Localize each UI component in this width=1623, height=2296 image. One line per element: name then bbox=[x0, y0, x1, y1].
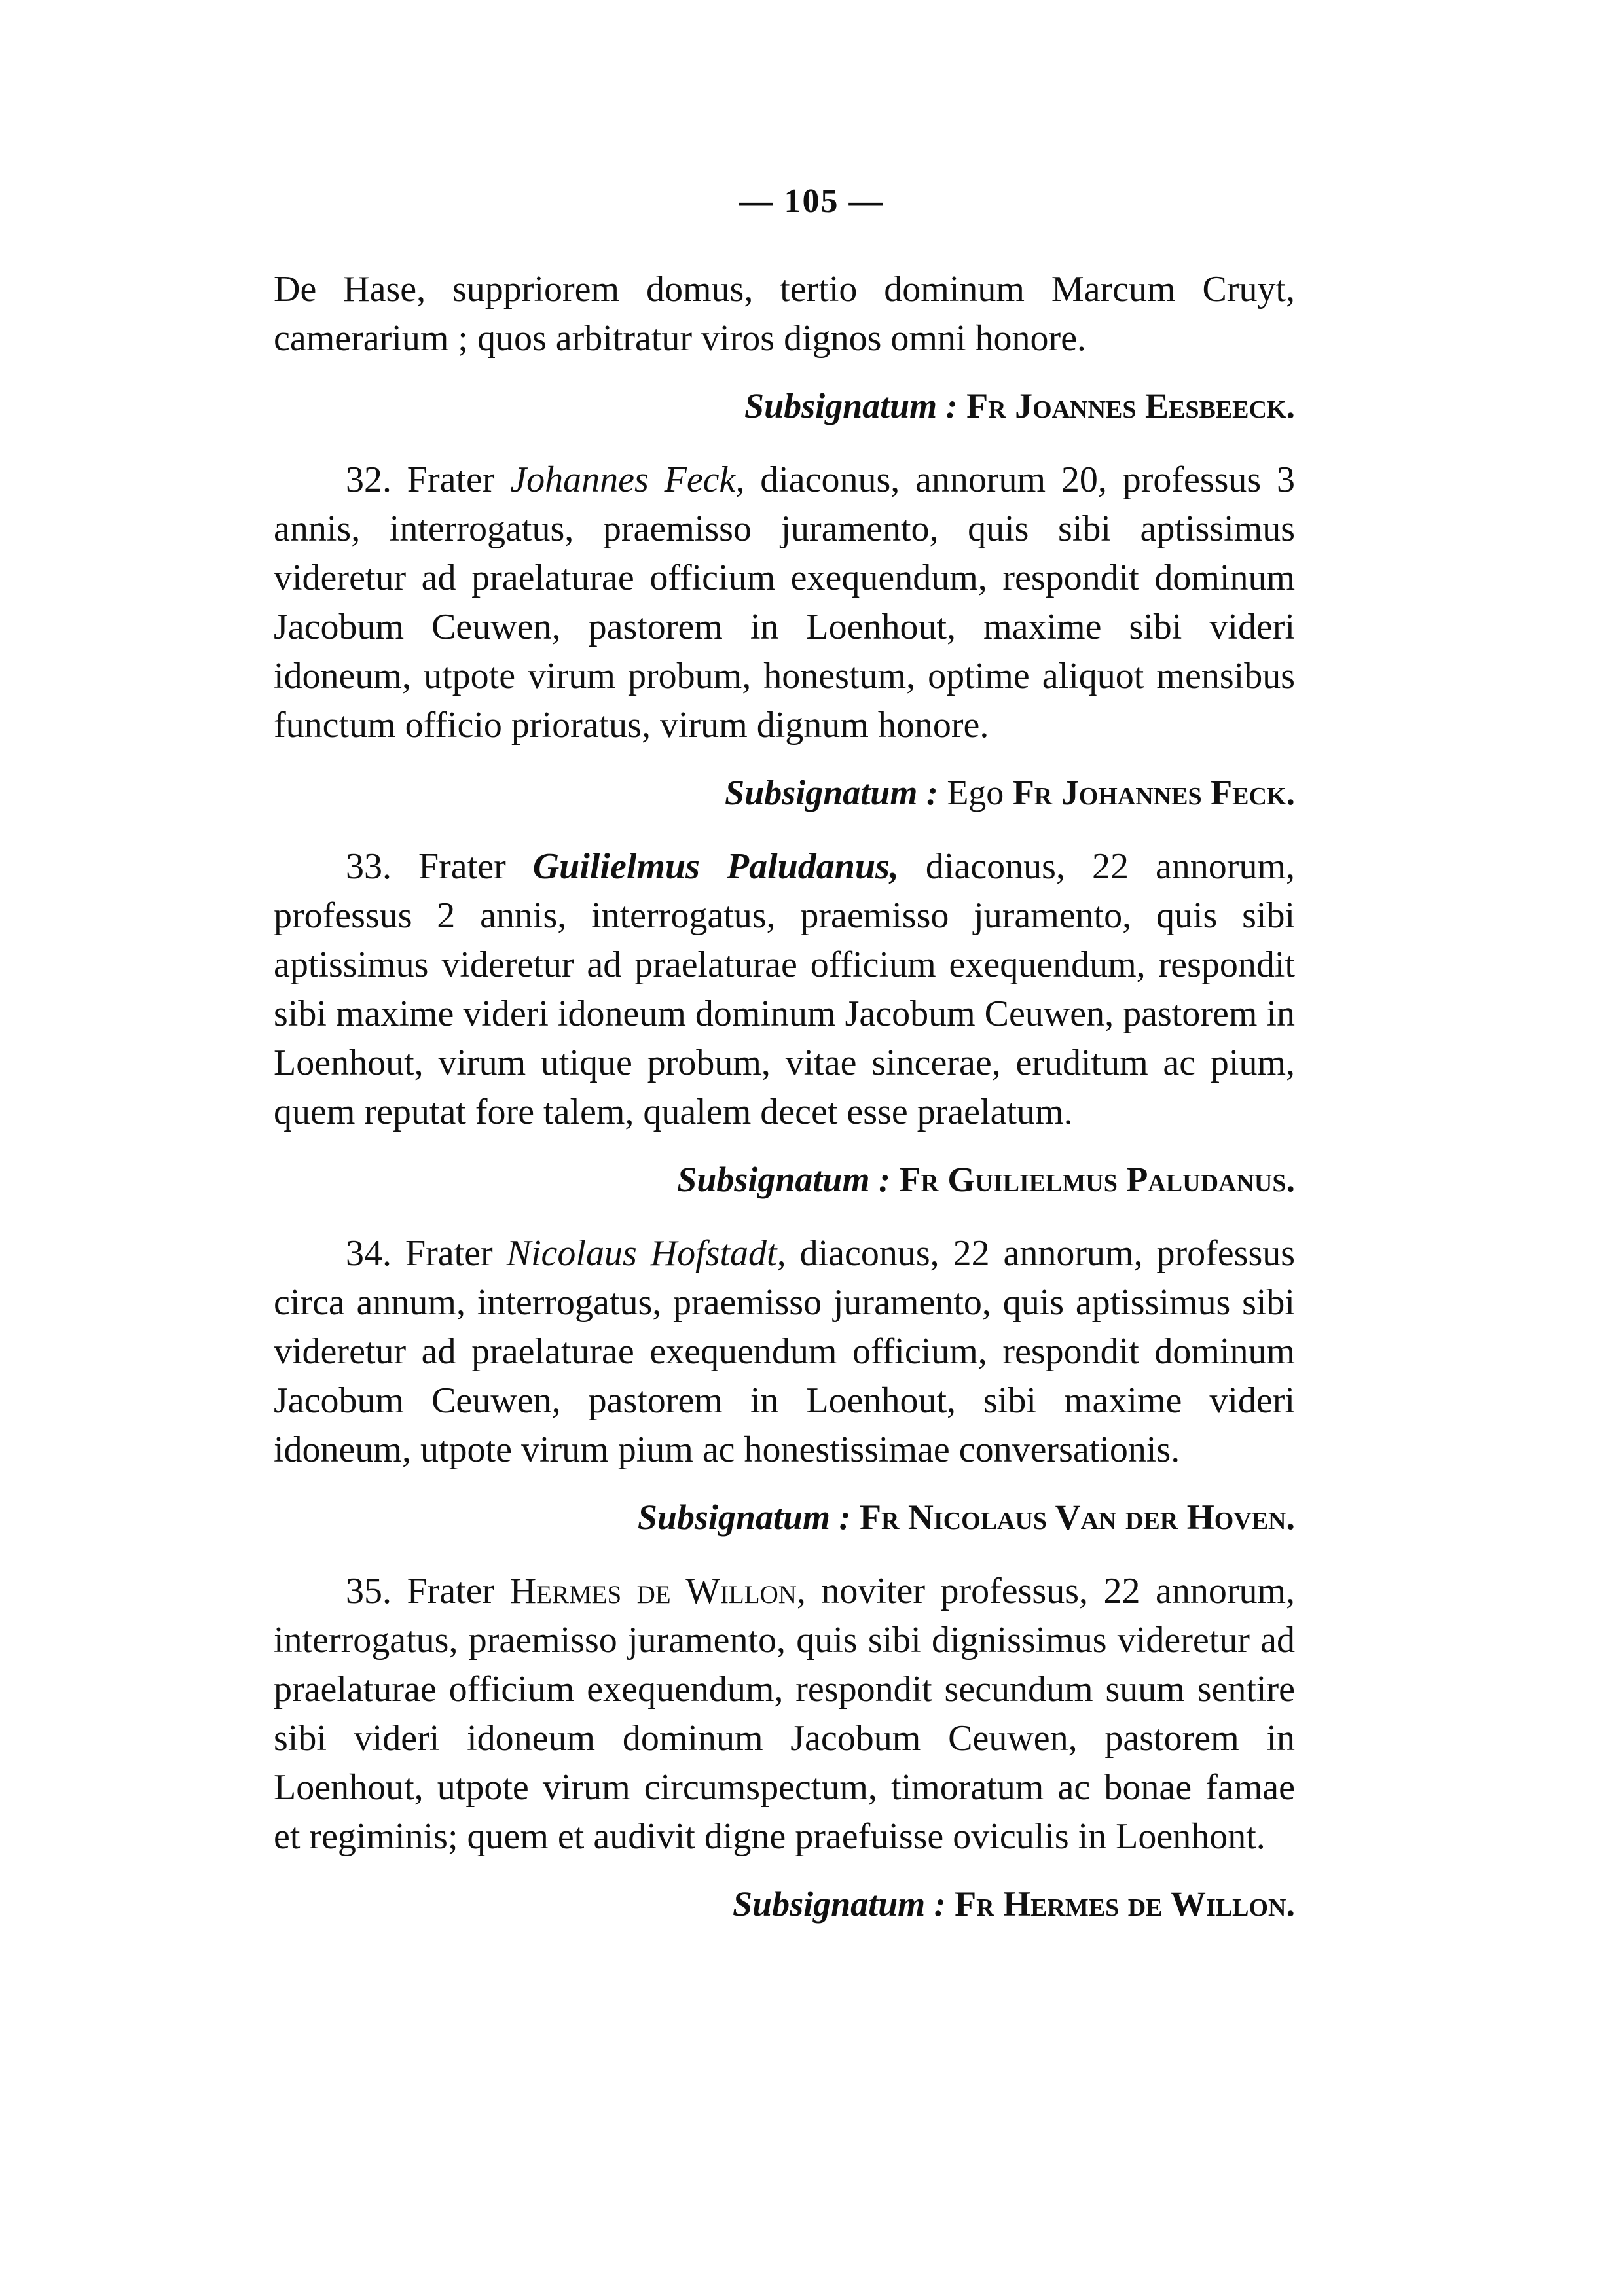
signature-label: Subsignatum : bbox=[744, 386, 958, 425]
signature-name: Fr Joannes Eesbeeck. bbox=[966, 386, 1295, 425]
entry-number: 35. bbox=[346, 1571, 392, 1611]
page-text bbox=[274, 265, 1295, 1954]
entry-number: 32. bbox=[346, 459, 392, 500]
entry-name: Johannes Feck, bbox=[510, 459, 745, 500]
signature-label: Subsignatum : bbox=[725, 773, 938, 812]
entry-35-signature bbox=[274, 1880, 1295, 1929]
signature-name: Fr Johannes Feck. bbox=[1012, 773, 1295, 812]
entry-frater: Frater bbox=[405, 1233, 493, 1274]
signature-label: Subsignatum : bbox=[677, 1160, 890, 1199]
entry-text: diaconus, annorum 20, professus 3 annis, interrogatus, praemisso juramento, quis sibi aptissimus videretur ad praelaturae officium exequendum, respondit dominum Jacobum Ceuwen, pastorem in Loenhout, maxime sibi videri idoneum, utpote virum probum, honestum, optime aliquot mensibus functum officio prioratus, virum dignum honore. bbox=[274, 459, 1296, 745]
signature-name: Fr Guilielmus Paludanus. bbox=[899, 1160, 1295, 1199]
continuation-paragraph: De Hase, suppriorem domus, tertio dominum Marcum Cruyt, camerarium ; quos arbitratur viros dignos omni honore. bbox=[274, 269, 1295, 359]
signature-name: Fr Hermes de Willon. bbox=[955, 1884, 1295, 1924]
entry-32-paragraph bbox=[274, 456, 1295, 750]
entry-name: Hermes de Willon, bbox=[509, 1571, 806, 1611]
signature-label: Subsignatum : bbox=[637, 1498, 851, 1537]
entry-frater: Frater bbox=[407, 1571, 495, 1611]
entry-33-paragraph bbox=[274, 842, 1295, 1137]
entry-35-paragraph bbox=[274, 1567, 1295, 1861]
entry-text: noviter professus, 22 annorum, interrogatus, praemisso juramento, quis sibi dignissimus videretur ad praelaturae officium exequendum, respondit secundum suum sentire sibi videri idoneum dominum Jacobum Ceuwen, pastorem in Loenhout, utpote virum circumspectum, timoratum ac bonae famae et regiminis; quem et audivit digne praefuisse oviculis in Loenhont. bbox=[274, 1571, 1296, 1857]
entry-32-signature bbox=[274, 768, 1295, 817]
signature-name: Fr Nicolaus Van der Hoven. bbox=[859, 1498, 1295, 1537]
entry-name: Nicolaus Hofstadt, bbox=[506, 1233, 786, 1274]
entry-number: 33. bbox=[346, 846, 392, 887]
entry-34-paragraph bbox=[274, 1229, 1295, 1475]
entry-frater: Frater bbox=[418, 846, 506, 887]
entry-33-signature bbox=[274, 1155, 1295, 1204]
entry-34-signature bbox=[274, 1493, 1295, 1542]
continuation-signature bbox=[274, 382, 1295, 431]
entry-text: diaconus, 22 annorum, professus 2 annis, interrogatus, praemisso juramento, quis sibi aptissimus videretur ad praelaturae officium exequendum, respondit sibi maxime videri idoneum dominum Jacobum Ceuwen, pastorem in Loenhout, virum utique probum, vitae sincerae, eruditum ac pium, quem reputat fore talem, qualem decet esse praelatum. bbox=[274, 846, 1296, 1132]
entry-text: diaconus, 22 annorum, professus circa annum, interrogatus, praemisso juramento, quis aptissimus sibi videretur ad praelaturae exequendum officium, respondit dominum Jacobum Ceuwen, pastorem in Loenhout, sibi maxime videri idoneum, utpote virum pium ac honestissimae conversationis. bbox=[274, 1233, 1296, 1470]
entry-frater: Frater bbox=[407, 459, 495, 500]
page-number: — 105 — bbox=[739, 183, 884, 220]
signature-label: Subsignatum : bbox=[733, 1884, 946, 1924]
entry-number: 34. bbox=[346, 1233, 392, 1274]
signature-prefix: Ego bbox=[947, 773, 1004, 812]
entry-name: Guilielmus Paludanus, bbox=[532, 846, 899, 887]
